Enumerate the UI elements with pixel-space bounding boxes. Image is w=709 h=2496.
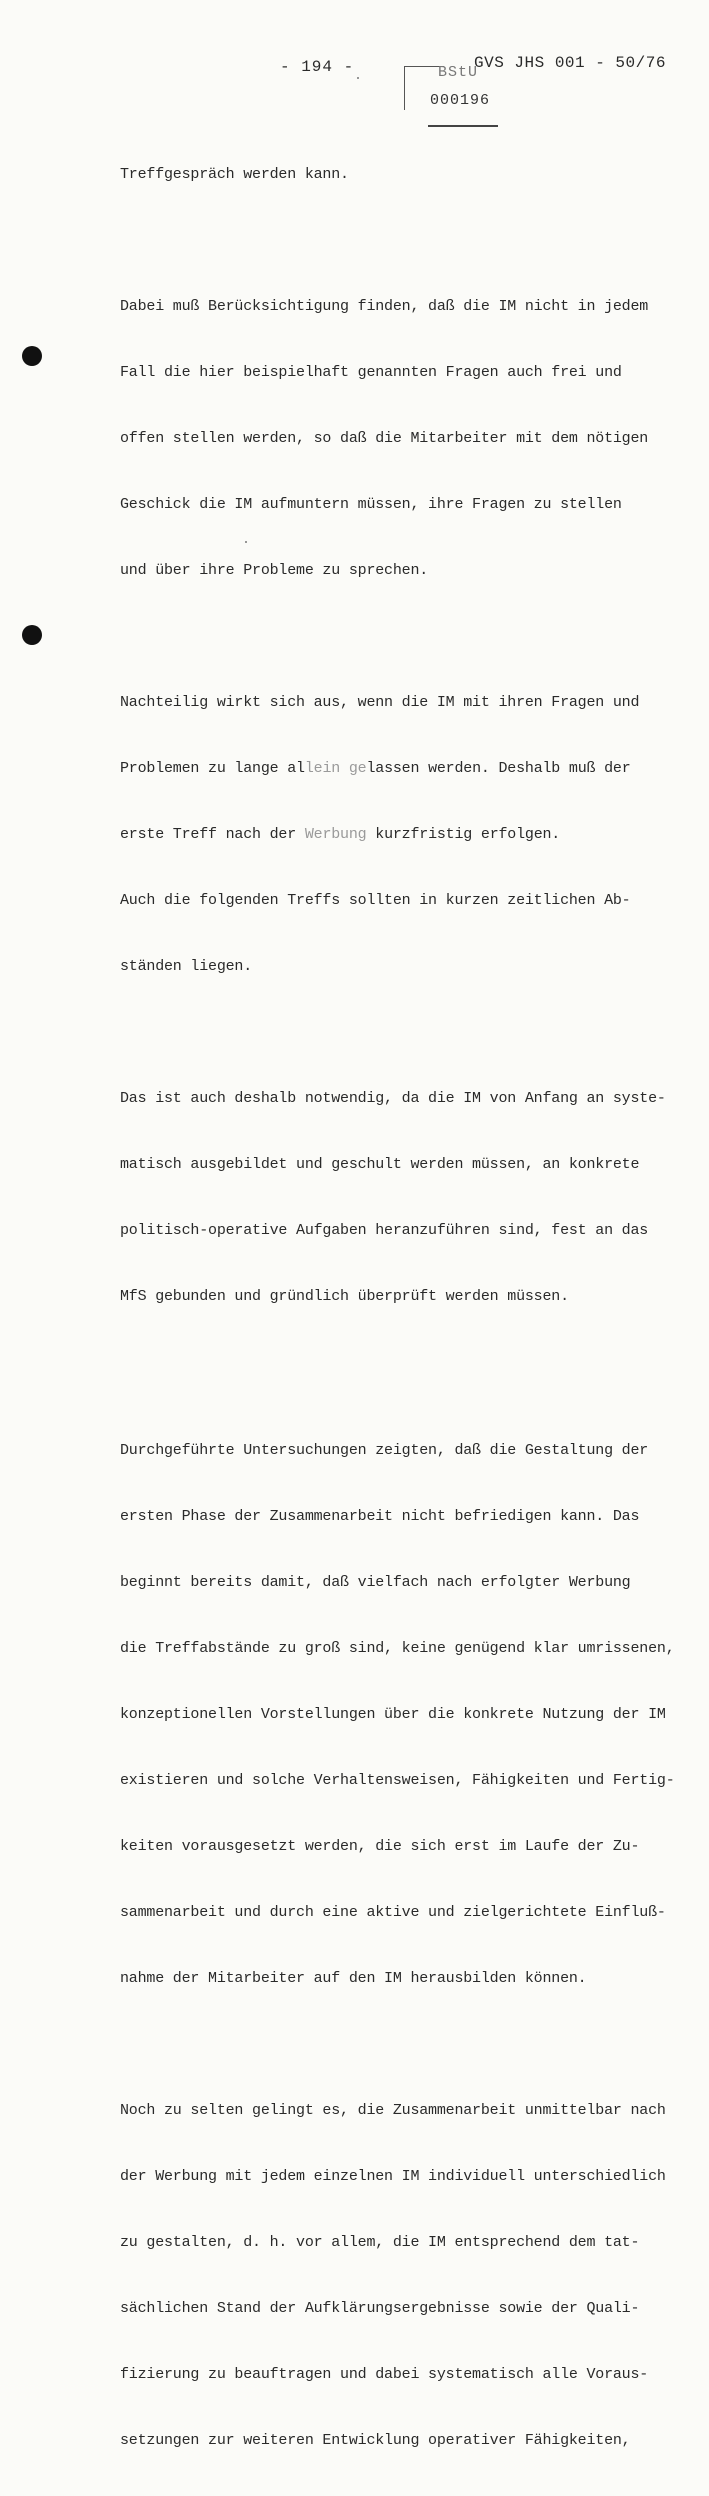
paper-speck bbox=[357, 77, 359, 79]
text-span: Problemen zu lange al bbox=[120, 760, 305, 777]
faded-text-span: Werbung bbox=[304, 826, 367, 843]
text-span: erste Treff nach der bbox=[120, 826, 305, 843]
archive-stamp bbox=[404, 62, 508, 126]
text-line: existieren und solche Verhaltensweisen, Fähigkeiten und Fertig- bbox=[120, 1772, 675, 1789]
text-line: der Werbung mit jedem einzelnen IM individuell unterschiedlich bbox=[120, 2168, 666, 2185]
text-line: matisch ausgebildet und geschult werden müssen, an konkrete bbox=[120, 1156, 640, 1173]
text-line: Noch zu selten gelingt es, die Zusammenarbeit unmittelbar nach bbox=[120, 2102, 666, 2119]
punch-hole-top bbox=[22, 346, 42, 366]
text-line bbox=[120, 824, 700, 846]
text-line bbox=[120, 758, 700, 780]
text-line: fizierung zu beauftragen und dabei systematisch alle Voraus- bbox=[120, 2366, 649, 2383]
body-text bbox=[120, 120, 700, 2496]
text-span: Auch die folgenden Treffs sollten in kurzen zeitlichen Ab- bbox=[120, 892, 631, 909]
stamp-bracket-vertical bbox=[404, 66, 405, 110]
document-reference: GVS JHS 001 - 50/76 bbox=[474, 54, 666, 72]
text-line: Dabei muß Berücksichtigung finden, daß die IM nicht in jedem bbox=[120, 298, 649, 315]
text-line: Fall die hier beispielhaft genannten Fragen auch frei und bbox=[120, 364, 622, 381]
text-line: konzeptionellen Vorstellungen über die konkrete Nutzung der IM bbox=[120, 1706, 666, 1723]
text-line bbox=[120, 890, 700, 912]
text-span: Nachteilig wirkt sich aus, wenn die IM mit ihren Fragen und bbox=[120, 694, 640, 711]
text-line: Das ist auch deshalb notwendig, da die IM von Anfang an syste- bbox=[120, 1090, 666, 1107]
faded-text-span: lein ge bbox=[304, 760, 367, 777]
paragraph-3 bbox=[120, 648, 700, 1022]
text-span: kurzfristig erfolgen. bbox=[366, 826, 561, 843]
paragraph-6 bbox=[120, 2056, 700, 2496]
stamp-number: 000196 bbox=[430, 92, 491, 109]
text-line: MfS gebunden und gründlich überprüft werden müssen. bbox=[120, 1288, 569, 1305]
text-span: lassen werden. Deshalb muß der bbox=[366, 760, 631, 777]
text-line: offen stellen werden, so daß die Mitarbeiter mit dem nötigen bbox=[120, 430, 649, 447]
paragraph-4 bbox=[120, 1044, 700, 1352]
text-span: ständen liegen. bbox=[120, 958, 253, 975]
text-line: sammenarbeit und durch eine aktive und zielgerichtete Einfluß- bbox=[120, 1904, 666, 1921]
text-line: sächlichen Stand der Aufklärungsergebnisse sowie der Quali- bbox=[120, 2300, 640, 2317]
text-line: und über ihre Probleme zu sprechen. bbox=[120, 562, 429, 579]
punch-hole-bottom bbox=[22, 625, 42, 645]
page-number: - 194 - bbox=[280, 58, 355, 76]
paragraph-2 bbox=[120, 252, 700, 626]
paragraph-5 bbox=[120, 1396, 700, 2034]
text-line bbox=[120, 956, 700, 978]
text-line: politisch-operative Aufgaben heranzuführen sind, fest an das bbox=[120, 1222, 649, 1239]
text-line: Durchgeführte Untersuchungen zeigten, daß die Gestaltung der bbox=[120, 1442, 649, 1459]
text-line: die Treffabstände zu groß sind, keine genügend klar umrissenen, bbox=[120, 1640, 675, 1657]
stamp-label: BStU bbox=[438, 64, 479, 81]
text-line: Treffgespräch werden kann. bbox=[120, 166, 349, 183]
text-line: beginnt bereits damit, daß vielfach nach erfolgter Werbung bbox=[120, 1574, 631, 1591]
paragraph-1 bbox=[120, 120, 700, 230]
text-line: Geschick die IM aufmuntern müssen, ihre Fragen zu stellen bbox=[120, 496, 622, 513]
text-line bbox=[120, 692, 700, 714]
text-line: nahme der Mitarbeiter auf den IM herausbilden können. bbox=[120, 1970, 587, 1987]
text-line: ersten Phase der Zusammenarbeit nicht befriedigen kann. Das bbox=[120, 1508, 640, 1525]
text-line: setzungen zur weiteren Entwicklung operativer Fähigkeiten, bbox=[120, 2432, 631, 2449]
text-line: zu gestalten, d. h. vor allem, die IM entsprechend dem tat- bbox=[120, 2234, 640, 2251]
text-line: keiten vorausgesetzt werden, die sich erst im Laufe der Zu- bbox=[120, 1838, 640, 1855]
